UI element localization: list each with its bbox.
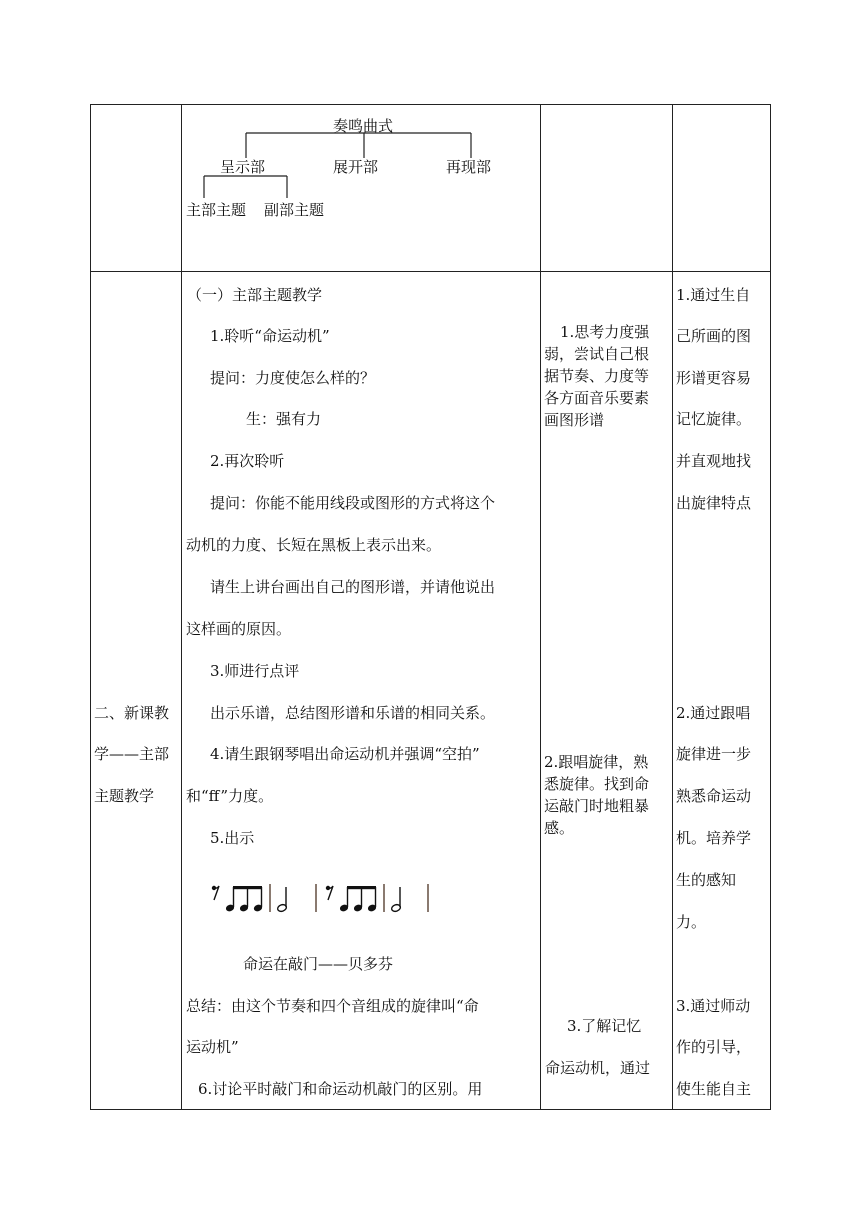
intent-2-line-1: 2.通过跟唱 — [676, 704, 751, 722]
student-activity-3-line-2: 命运动机，通过 — [545, 1059, 651, 1077]
intent-3-line-3: 使生能自主 — [676, 1080, 752, 1098]
eighth-rest-icon — [326, 886, 333, 900]
section-heading: （一）主部主题教学 — [187, 286, 323, 304]
student-activity-1-line-4: 各方面音乐要素 — [544, 389, 650, 407]
step-6-discuss: 6.讨论平时敲门和命运动机敲门的区别。用 — [198, 1080, 483, 1098]
student-activity-2-line-4: 感。 — [544, 819, 575, 837]
section-label-line-2: 学——主部 — [94, 745, 170, 763]
eighth-rest-icon — [212, 886, 219, 900]
student-activity-2-line-3: 运敲门时地粗暴 — [544, 797, 650, 815]
question-draw-line-1: 提问：你能不能用线段或图形的方式将这个 — [210, 494, 496, 512]
step-5-show: 5.出示 — [210, 829, 255, 847]
diagram-secondary-theme-label: 副部主题 — [264, 201, 325, 219]
table-right-border — [770, 104, 771, 1110]
diagram-recapitulation-label: 再现部 — [446, 158, 492, 176]
student-activity-3-line-1: 3.了解记忆 — [567, 1017, 642, 1035]
table-col-divider-3 — [672, 104, 673, 1110]
table-col-divider-1 — [181, 104, 182, 1110]
intent-2-line-4: 机。培养学 — [676, 829, 752, 847]
student-activity-1-line-3: 据节奏、力度等 — [544, 367, 650, 385]
diagram-development-label: 展开部 — [333, 158, 379, 176]
table-col-divider-2 — [540, 104, 541, 1110]
intent-2-line-3: 熟悉命运动 — [676, 787, 752, 805]
intent-1-line-4: 记忆旋律。 — [676, 410, 752, 428]
intent-1-line-3: 形谱更容易 — [676, 369, 752, 387]
table-top-border — [90, 104, 770, 105]
summary-line-2: 运动机” — [186, 1038, 239, 1056]
summary-line-1: 总结：由这个节奏和四个音组成的旋律叫“命 — [186, 997, 479, 1015]
intent-1-line-1: 1.通过生自 — [676, 286, 751, 304]
student-activity-1-line-1: 1.思考力度强 — [560, 323, 650, 341]
table-row-divider — [90, 271, 770, 272]
table-bottom-border — [90, 1109, 770, 1110]
section-label-line-1: 二、新课教 — [94, 704, 170, 722]
step-4-sing-line-2: 和“ff”力度。 — [186, 787, 274, 805]
intent-1-line-2: 己所画的图 — [676, 327, 752, 345]
student-activity-2-line-2: 悉旋律。找到命 — [544, 775, 650, 793]
beamed-eighth-notes-icon — [225, 886, 263, 912]
section-label-line-3: 主题教学 — [94, 787, 155, 805]
intent-2-line-2: 旋律进一步 — [676, 745, 752, 763]
question-dynamics: 提问：力度使怎么样的？ — [210, 369, 376, 387]
half-note-icon — [277, 887, 288, 913]
show-score: 出示乐谱，总结图形谱和乐谱的相同关系。 — [210, 704, 496, 722]
step-4-sing-line-1: 4.请生跟钢琴唱出命运动机并强调“空拍” — [210, 745, 480, 763]
step-3-comment: 3.师进行点评 — [210, 662, 300, 680]
notation-caption: 命运在敲门——贝多芬 — [243, 955, 394, 973]
intent-2-line-6: 力。 — [676, 913, 707, 931]
question-draw-line-2: 动机的力度、长短在黑板上表示出来。 — [186, 536, 442, 554]
diagram-root-label: 奏鸣曲式 — [333, 117, 394, 135]
student-activity-1-line-2: 弱，尝试自己根 — [544, 345, 650, 363]
step-2-listen-again: 2.再次聆听 — [210, 452, 285, 470]
student-activity-1-line-5: 画图形谱 — [544, 411, 605, 429]
intent-3-line-1: 3.通过师动 — [676, 997, 751, 1015]
student-activity-2-line-1: 2.跟唱旋律，熟 — [544, 753, 649, 771]
step-1-listen: 1.聆听“命运动机” — [210, 327, 330, 345]
beamed-eighth-notes-icon — [339, 886, 377, 912]
intent-3-line-2: 作的引导， — [676, 1038, 752, 1056]
intent-1-line-5: 并直观地找 — [676, 452, 752, 470]
intent-1-line-6: 出旋律特点 — [676, 494, 752, 512]
diagram-exposition-label: 呈示部 — [220, 158, 266, 176]
diagram-main-theme-label: 主部主题 — [186, 201, 247, 219]
instruction-draw-line-2: 这样画的原因。 — [186, 620, 292, 638]
student-answer: 生：强有力 — [246, 410, 322, 428]
table-left-border — [90, 104, 91, 1110]
fate-motif-notation — [200, 880, 440, 920]
instruction-draw-line-1: 请生上讲台画出自己的图形谱，并请他说出 — [210, 578, 496, 596]
half-note-icon — [391, 887, 402, 913]
intent-2-line-5: 生的感知 — [676, 871, 737, 889]
